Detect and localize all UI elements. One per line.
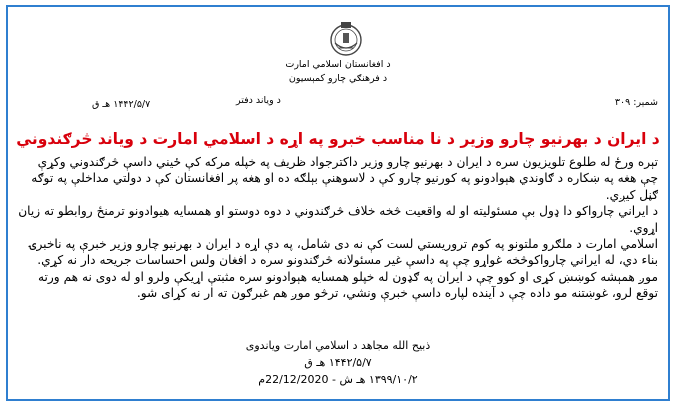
header-number: شمېر: ۳۰۹ xyxy=(614,97,658,108)
body-paragraph: موږ همېشه کوښښ کړی او کوو چې د ايران په ګډون له خپلو همسايه هېوادونو سره مثبتې اړيکې ولرو او له دوی نه هم ورته توقع لرو، غوښتنه مو داده چې د آينده لپاره داسې خبرې ونشي، ترڅو موږ هم غبرګون ته ار نه کړای شو. xyxy=(38,269,658,301)
signature-name: ذبيح الله مجاهد د اسلامي امارت وياندوی xyxy=(245,339,431,352)
statement-body xyxy=(18,154,658,302)
statement-title: د ايران د بهرنيو چارو وزير د نا مناسب خبرو په اړه د اسلامي امارت د وياند څرګندوني xyxy=(16,130,660,148)
document-frame xyxy=(6,5,670,401)
body-paragraph: تېره ورځ له طلوع تلويزيون سره د ايران د بهرنيو چارو وزير داکترجواد ظريف په خپله مرکه کې ځيني داسې څرګندوني وکړې چې هغه په ښکاره د ګاوندي هېوادونو په کورنيو چارو کې د لاسوهنې بېلګه ده او هغه پر افغانستان کې د دولتي مداخلې په توګه ګڼل کيږي. xyxy=(31,155,658,202)
emirate-emblem-icon xyxy=(326,19,366,59)
signature-hijri-qamari-date: ۱۴۴۲/۵/۷ هـ ق xyxy=(304,356,372,369)
header-date: ۱۴۴۲/۵/۷ هـ ق xyxy=(92,99,151,110)
body-paragraph: اسلامي امارت د ملګرو ملتونو په کوم تروريستي لست کې نه دی شامل، په دې اړه د ايران د بهرنيو چارو وزير خبرې په ناخبرۍ بناء دي، له ايراني چارواکوڅخه غواړو چې په داسې غير مسئولانه څرګندونو سره د افغان ولس احساسات جريحه دار نه کړي. xyxy=(29,237,658,268)
signature-date-line: ۱۳۹۹/۱۰/۲ هـ ش - 22/12/2020م xyxy=(258,373,418,386)
header-emirate-name: د افغانستان اسلامي امارت xyxy=(285,59,391,70)
header-commission-name: د فرهنګي چارو کمېسیون xyxy=(288,73,388,84)
body-paragraph: د ايراني چارواکو دا ډول بې مسئوليته او له واقعيت څخه خلاف څرګندوني د دوه دوستو او همسايه هيوادونو ترمنځ روابطو ته زيان اړوي. xyxy=(18,204,658,235)
header-office: د وياند دفتر xyxy=(236,95,281,106)
